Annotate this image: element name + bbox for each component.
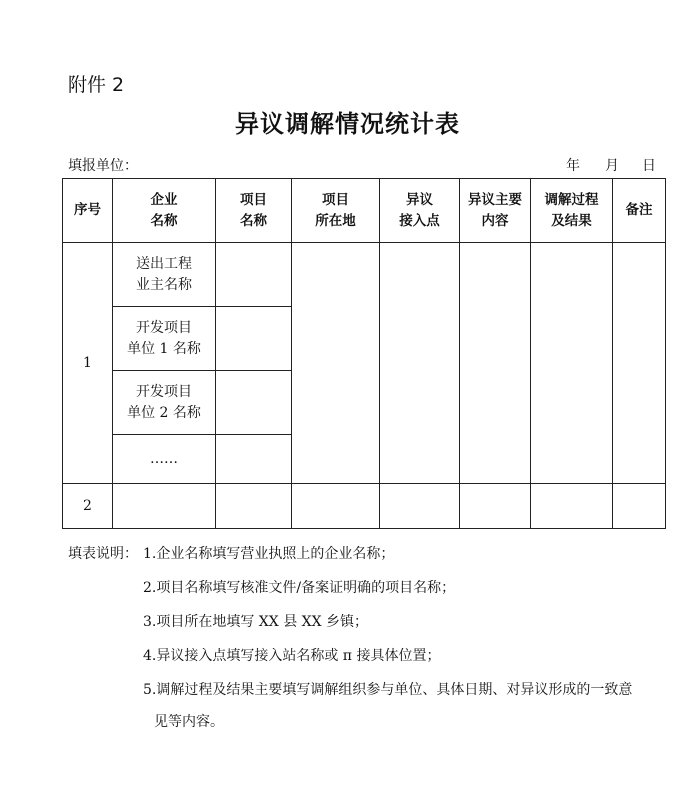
fill-unit-label: 填报单位： — [68, 158, 138, 174]
note-item: 见等内容。 — [154, 714, 224, 730]
header-mediation-result: 调解过程 及结果 — [544, 191, 599, 229]
note-item: 5.调解过程及结果主要填写调解组织参与单位、具体日期、对异议形成的一致意 — [143, 682, 633, 698]
table-row — [63, 243, 666, 307]
note-item: 3.项目所在地填写 XX 县 XX 乡镇； — [143, 614, 369, 630]
header-cell — [292, 179, 380, 243]
page-title: 异议调解情况统计表 — [235, 109, 460, 138]
header-cell — [113, 179, 216, 243]
access-point-cell — [380, 484, 460, 529]
company-cell — [113, 307, 216, 371]
project-name-cell — [216, 307, 292, 371]
company-cell — [113, 484, 216, 529]
objection-content-cell — [460, 243, 531, 484]
objection-content-cell — [460, 484, 531, 529]
statistics-table — [62, 178, 666, 529]
header-row — [63, 179, 666, 243]
month-label: 月 — [605, 158, 619, 174]
header-cell — [380, 179, 460, 243]
mediation-result-cell — [531, 484, 613, 529]
header-project-name: 项目 名称 — [240, 191, 267, 229]
day-label: 日 — [642, 158, 656, 174]
mediation-result-cell — [531, 243, 613, 484]
company-name: 开发项目 单位 2 名称 — [127, 383, 201, 421]
note-item: 4.异议接入点填写接入站名称或 π 接具体位置； — [143, 648, 441, 664]
company-ellipsis: …… — [150, 450, 178, 467]
remarks-cell — [613, 484, 666, 529]
company-cell — [113, 243, 216, 307]
row-index: 2 — [63, 484, 113, 529]
row-index: 1 — [63, 243, 113, 484]
project-location-cell — [292, 243, 380, 484]
project-location-cell — [292, 484, 380, 529]
header-cell: 序号 — [63, 179, 113, 243]
company-cell — [113, 435, 216, 484]
table-row — [63, 484, 666, 529]
note-item: 2.项目名称填写核准文件/备案证明确的项目名称； — [143, 580, 456, 596]
notes-label: 填表说明： — [68, 546, 138, 562]
project-name-cell — [216, 371, 292, 435]
company-name: 开发项目 单位 1 名称 — [127, 319, 201, 357]
header-cell — [531, 179, 613, 243]
project-name-cell — [216, 435, 292, 484]
header-company: 企业 名称 — [150, 191, 178, 229]
company-cell — [113, 371, 216, 435]
year-label: 年 — [566, 158, 580, 174]
project-name-cell — [216, 243, 292, 307]
access-point-cell — [380, 243, 460, 484]
header-cell: 备注 — [613, 179, 666, 243]
project-name-cell — [216, 484, 292, 529]
remarks-cell — [613, 243, 666, 484]
header-project-location: 项目 所在地 — [315, 191, 356, 229]
header-cell — [216, 179, 292, 243]
company-name: 送出工程 业主名称 — [136, 255, 192, 293]
header-access-point: 异议 接入点 — [399, 191, 440, 229]
note-item: 1.企业名称填写营业执照上的企业名称； — [143, 546, 395, 562]
attachment-label: 附件 2 — [68, 74, 125, 96]
header-cell — [460, 179, 531, 243]
header-objection-content: 异议主要 内容 — [468, 191, 522, 229]
